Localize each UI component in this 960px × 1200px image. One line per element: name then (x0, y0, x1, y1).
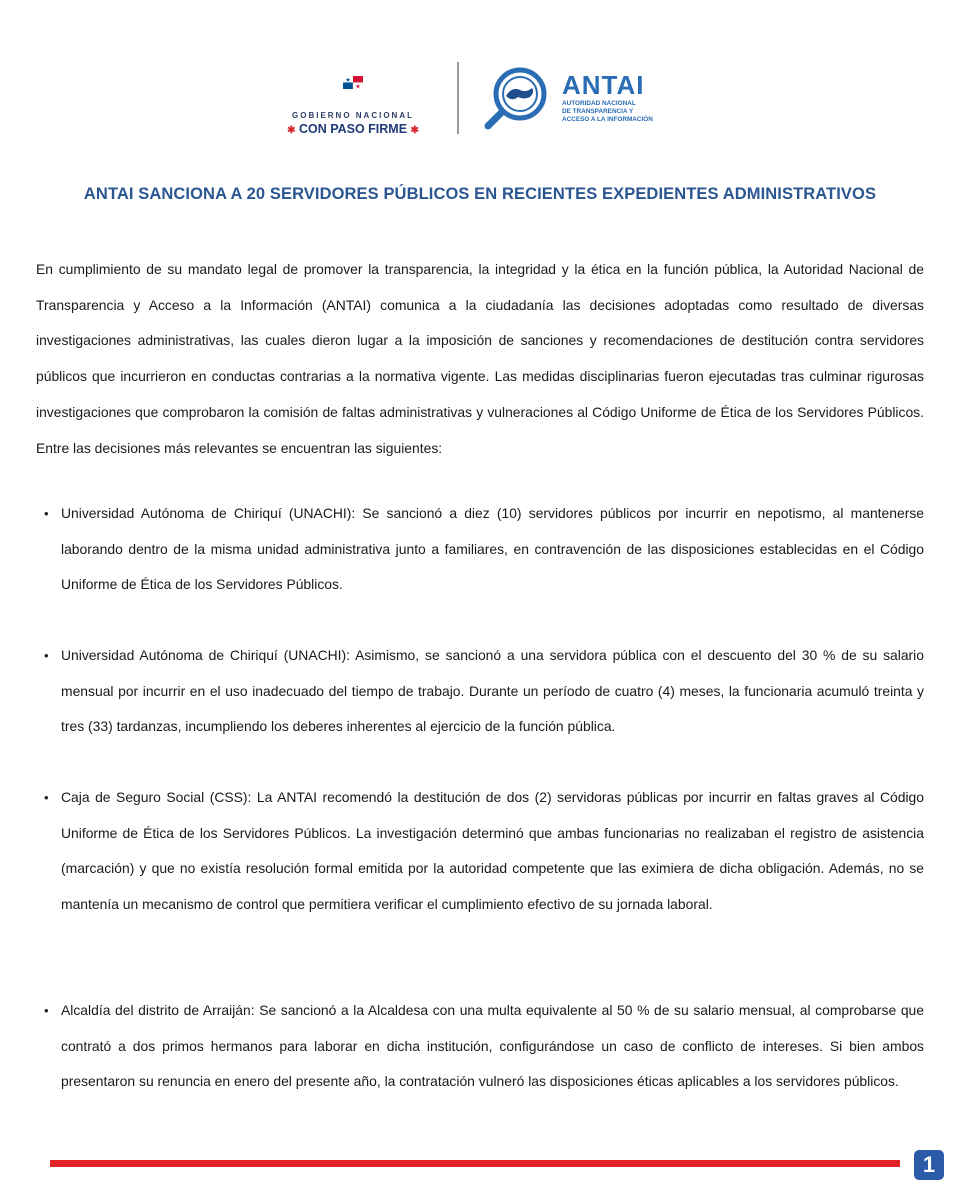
antai-subtitle (562, 100, 682, 124)
gobierno-nacional-logo (270, 76, 436, 136)
bullet-icon: • (44, 506, 49, 521)
con-paso-firme-text (270, 122, 436, 136)
star-icon: ✱ (410, 125, 419, 136)
bullet-icon: • (44, 1003, 49, 1018)
list-item-text: Universidad Autónoma de Chiriquí (UNACHI): Se sancionó a diez (10) servidores públicos por incurrir en nepotismo, al mantenerse laborando dentro de la misma unidad administrativa junto a familiares, en contravención de las disposiciones establecidas en el Código Uniforme de Ética de los Servidores Públicos. (61, 505, 924, 592)
document-title: ANTAI SANCIONA A 20 SERVIDORES PÚBLICOS EN RECIENTES EXPEDIENTES ADMINISTRATIVOS (83, 185, 877, 203)
list-item-text: Caja de Seguro Social (CSS): La ANTAI recomendó la destitución de dos (2) servidoras públicas por incurrir en faltas graves al Código Uniforme de Ética de los Servidores Públicos. La investigación determinó que ambas funcionarias no realizaban el registro de asistencia (marcación) y que no existía resolución formal emitida por la autoridad competente que las eximiera de dicha obligación. Además, no se mantenía un mecanismo de control que permitiera verificar el cumplimiento efectivo de su jornada laboral. (61, 789, 924, 912)
con-paso-firme-label: CON PASO FIRME (298, 122, 408, 136)
antai-wordmark: ANTAI (562, 70, 645, 100)
bullet-icon: • (44, 648, 49, 663)
antai-magnifier-emblem-icon (482, 66, 554, 130)
antai-subtitle-line: AUTORIDAD NACIONAL (562, 100, 636, 107)
list-item-text: Universidad Autónoma de Chiriquí (UNACHI): Asimismo, se sancionó a una servidora pública con el descuento del 30 % de su salario mensual por incurrir en el uso inadecuado del tiempo de trabajo. Durante un período de cuatro (4) meses, la funcionaria acumuló treinta y tres (33) tardanzas, incumpliendo los deberes inherentes al ejercicio de la función pública. (61, 647, 924, 734)
logo-divider (457, 62, 459, 134)
gobierno-nacional-text: GOBIERNO NACIONAL (292, 111, 414, 120)
intro-paragraph: En cumplimiento de su mandato legal de promover la transparencia, la integridad y la ética en la función pública, la Autoridad Nacional de Transparencia y Acceso a la Información (ANTAI) comunica a la ciudadanía las decisiones adoptadas como resultado de diversas investigaciones administrativas, las cuales dieron lugar a la imposición de sanciones y recomendaciones de destitución contra servidores públicos que incurrieron en conductas contrarias a la normativa vigente. Las medidas disciplinarias fueron ejecutadas tras culminar rigurosas investigaciones que comprobaron la comisión de faltas administrativas y vulneraciones al Código Uniforme de Ética de los Servidores Públicos. Entre las decisiones más relevantes se encuentran las siguientes: (36, 261, 924, 456)
panama-flag-icon (343, 76, 363, 89)
footer-red-bar (50, 1160, 900, 1167)
antai-subtitle-line: ACCESO A LA INFORMACIÓN (562, 116, 653, 123)
bullet-icon: • (44, 790, 49, 805)
antai-subtitle-line: DE TRANSPARENCIA Y (562, 108, 634, 115)
star-icon: ✱ (287, 125, 296, 136)
page-number-badge: 1 (914, 1150, 944, 1180)
list-item-text: Alcaldía del distrito de Arraiján: Se sancionó a la Alcaldesa con una multa equivalente al 50 % de su salario mensual, al comprobarse que contrató a dos primos hermanos para laborar en dicha institución, configurándose un caso de conflicto de intereses. Si bien ambos presentaron su renuncia en enero del presente año, la contratación vulneró las disposiciones éticas aplicables a los servidores públicos. (61, 1002, 924, 1089)
document-header (0, 58, 960, 138)
